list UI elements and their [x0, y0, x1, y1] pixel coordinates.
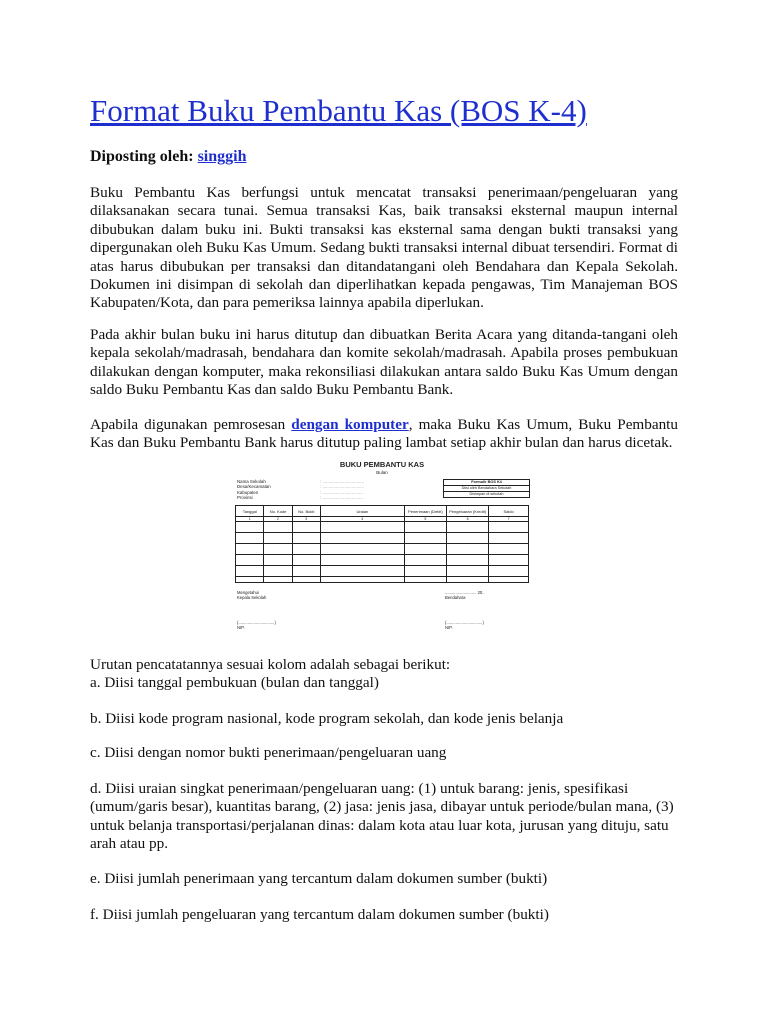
step-f: f. Diisi jumlah pengeluaran yang tercantum dalam dokumen sumber (bukti) — [90, 906, 549, 923]
step-b: b. Diisi kode program nasional, kode program sekolah, dan kode jenis belanja — [90, 710, 564, 727]
paragraph-2: Pada akhir bulan buku ini harus ditutup dan dibuatkan Berita Acara yang ditanda-tangani oleh kepala sekolah/madrasah, bendahara dan komite sekolah/madrasah. Apabila proses pembukuan dilakukan dengan komputer, maka rekonsiliasi dilakukan antara saldo Buku Kas Umum dengan saldo Buku Pembantu Kas dan saldo Buku Pembantu Bank. — [90, 326, 678, 399]
form-meta-dots-line: : .................................. — [320, 495, 364, 501]
form-meta-label: Desa/Kecamatan — [237, 484, 271, 490]
paragraph-1: Buku Pembantu Kas berfungsi untuk mencatat transaksi penerimaan/pengeluaran yang dilaksanakan secara tunai. Semua transaksi Kas, baik transaksi eksternal maupun internal dibubukan dalam buku ini. Bukti transaksi kas eksternal sama dengan bukti transaksi yang dipergunakan oleh Buku Kas Umum. Sedang bukti transaksi internal dibuat tersendiri. Format di atas harus dibubukan per transaksi dan ditandatangani oleh Bendahara dan Kepala Sekolah. Dokumen ini disimpan di sekolah dan diperlihatkan kepada pengawas, Tim Manajeman BOS Kabupaten/Kota, dan para pemeriksa lainnya apabila diperlukan. — [90, 184, 678, 312]
byline — [90, 148, 247, 166]
form-info-line: Diisi oleh Bendahara Sekolah — [444, 486, 529, 492]
form-sign-right-line: Bendahara — [445, 595, 466, 600]
form-sign-right-line: ........................... 20.. — [445, 590, 485, 595]
form-meta-dots-line: : .................................. — [320, 479, 364, 484]
form-sign-left-nip: NIP. — [237, 625, 245, 630]
form-meta-dots-line: : .................................. — [320, 489, 364, 495]
form-col-number: 2 — [264, 517, 292, 522]
title-link[interactable]: Format Buku Pembantu Kas (BOS K-4) — [90, 93, 587, 128]
steps-intro: Urutan pencatatannya sesuai kolom adalah sebagai berikut: — [90, 656, 451, 673]
form-sign-left-name — [237, 620, 276, 630]
form-col-number: 7 — [489, 517, 529, 522]
form-title: BUKU PEMBANTU KAS — [339, 460, 425, 469]
form-info-box — [443, 479, 530, 498]
form-col-number: 6 — [446, 517, 488, 522]
dengan-komputer-link[interactable]: dengan komputer — [291, 416, 409, 433]
form-col-header: Pengeluaran (Kredit) — [446, 506, 488, 517]
form-sign-left-line: Kepala Sekolah — [237, 595, 267, 600]
form-info-line: Formulir BOS K4 — [444, 480, 529, 486]
form-meta-dots — [320, 479, 364, 501]
form-col-number: 4 — [320, 517, 404, 522]
form-col-header: Penerimaan (Debit) — [404, 506, 446, 517]
form-table-row — [236, 555, 529, 566]
form-col-number: 3 — [292, 517, 320, 522]
form-table-row — [236, 577, 529, 583]
form-col-header: No. Kode — [264, 506, 292, 517]
form-sign-right-name — [445, 620, 484, 630]
form-col-header: Uraian — [320, 506, 404, 517]
form-sign-right — [445, 590, 485, 600]
form-meta-labels — [237, 479, 271, 501]
author-link[interactable]: singgih — [197, 148, 247, 165]
paragraph-3-text-after: , maka Buku Kas Umum, Buku Pembantu Kas dan Buku Pembantu Bank harus ditutup paling lambat setiap akhir bulan dan harus dicetak. — [90, 416, 678, 452]
form-col-number: 1 — [236, 517, 264, 522]
form-meta-label: Provinsi — [237, 495, 253, 501]
page-title — [90, 92, 587, 130]
step-c: c. Diisi dengan nomor bukti penerimaan/pengeluaran uang — [90, 744, 447, 761]
form-info-line: Disimpan di sekolah — [469, 492, 504, 496]
form-col-number: 5 — [404, 517, 446, 522]
form-sign-left-name-line: (...............................) — [237, 620, 276, 625]
form-sign-left-line: Mengetahui — [237, 590, 259, 595]
paragraph-3 — [90, 416, 678, 453]
form-col-header: Saldo — [489, 506, 529, 517]
form-subtitle: Bulan — [376, 470, 388, 475]
form-sign-right-name-line: (...............................) — [445, 620, 484, 625]
form-meta-dots-line: : .................................. — [320, 484, 364, 490]
form-table-row — [236, 533, 529, 544]
form-col-header: Tanggal — [236, 506, 264, 517]
byline-prefix: Diposting oleh: — [90, 148, 194, 165]
form-table-row — [236, 566, 529, 577]
step-a: a. Diisi tanggal pembukuan (bulan dan tanggal) — [90, 674, 379, 691]
paragraph-3-text-before: Apabila digunakan pemrosesan — [90, 416, 292, 433]
form-sign-left — [237, 590, 266, 600]
form-sign-right-nip: NIP. — [445, 625, 453, 630]
step-d: d. Diisi uraian singkat penerimaan/pengeluaran uang: (1) untuk barang: jenis, spesifikasi (umum/garis besar), kuantitas barang, (2) jasa: jenis jasa, dibayar untuk periode/bulan mana, (3) untuk belanja transportasi/perjalanan dinas: dalam kota atau luar kota, jurusan yang dituju, satu arah atau pp. — [90, 780, 674, 853]
form-table-row — [236, 544, 529, 555]
form-meta-label: Kabupaten — [237, 489, 259, 495]
step-e: e. Diisi jumlah penerimaan yang tercantum dalam dokumen sumber (bukti) — [90, 870, 548, 887]
form-col-header: No. Bukti — [292, 506, 320, 517]
form-table-row — [236, 522, 529, 533]
form-meta-label: Nama Sekolah — [237, 479, 266, 484]
form-table — [235, 505, 529, 583]
form-table-header — [236, 506, 529, 517]
buku-pembantu-kas-form-image — [228, 457, 536, 639]
